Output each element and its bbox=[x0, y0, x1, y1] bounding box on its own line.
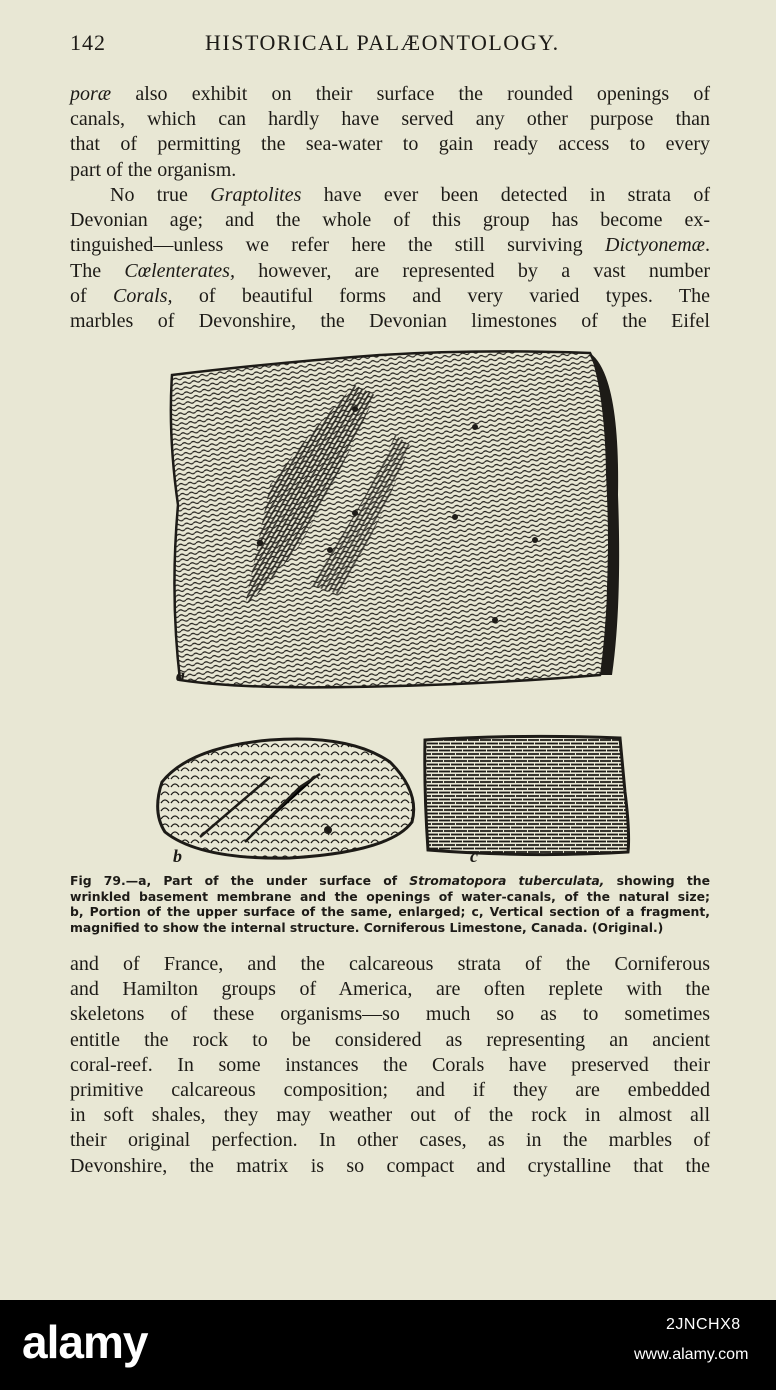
text-line: poræ also exhibit on their surface the rounded openings of bbox=[70, 83, 710, 105]
text-line: coral-reef. In some instances the Corals have preserved their bbox=[70, 1053, 710, 1076]
text-line: primitive calcareous composition; and if they are embedded bbox=[70, 1078, 710, 1101]
figure-a-illustration bbox=[150, 345, 630, 690]
caption-line: Fig 79.—a, Part of the under surface of Stromatopora tuberculata, showing the bbox=[70, 873, 710, 888]
text-line: and Hamilton groups of America, are often replete with the bbox=[70, 978, 710, 1001]
text-line: Devonian age; and the whole of this group has become ex- bbox=[70, 209, 710, 232]
image-id: 2JNCHX8 bbox=[666, 1316, 741, 1333]
text-line: their original perfection. In other cases, as in the marbles of bbox=[70, 1129, 710, 1152]
paragraph-1 bbox=[70, 82, 710, 183]
text-line: canals, which can hardly have served any other purpose than bbox=[70, 108, 710, 131]
figure-label-c: c bbox=[470, 846, 478, 866]
text-line: No true Graptolites have ever been detected in strata of bbox=[110, 184, 710, 206]
figure-c-illustration bbox=[420, 732, 635, 867]
text-line: part of the organism. bbox=[70, 158, 237, 181]
page-number: 142 bbox=[70, 30, 106, 55]
text-line: tinguished—unless we refer here the still surviving Dictyonemæ. bbox=[70, 234, 710, 257]
running-head: HISTORICAL PALÆONTOLOGY. bbox=[205, 30, 560, 55]
paragraph-3 bbox=[70, 952, 710, 1179]
site-url: www.alamy.com bbox=[634, 1346, 749, 1363]
text-line: Devonshire, the matrix is so compact and crystalline that the bbox=[70, 1154, 710, 1177]
caption-line: b, Portion of the upper surface of the same, enlarged; c, Vertical section of a fragment, bbox=[70, 904, 710, 919]
text-line: of Corals, of beautiful forms and very varied types. The bbox=[70, 284, 710, 307]
text-line: and of France, and the calcareous strata of the Corniferous bbox=[70, 953, 710, 975]
text-line: The Cœlenterates, however, are represented by a vast number bbox=[70, 259, 711, 282]
text-line: that of permitting the sea-water to gain ready access to every bbox=[70, 133, 710, 156]
figure-label-a: a bbox=[176, 665, 185, 685]
caption-line: wrinkled basement membrane and the openings of water-canals, of the natural size; bbox=[70, 888, 710, 904]
figure-caption bbox=[70, 873, 710, 935]
figure-label-b: b bbox=[173, 846, 182, 866]
page-header bbox=[70, 30, 710, 58]
caption-line: magnified to show the internal structure. Corniferous Limestone, Canada. (Original.) bbox=[70, 919, 664, 935]
text-line: marbles of Devonshire, the Devonian limestones of the Eifel bbox=[70, 309, 710, 332]
text-line: in soft shales, they may weather out of the rock in almost all bbox=[70, 1104, 710, 1127]
text-line: skeletons of these organisms—so much so as to sometimes bbox=[70, 1003, 710, 1026]
brand-logo: alamy bbox=[22, 1316, 148, 1368]
figure-b-illustration bbox=[150, 732, 425, 867]
paragraph-2 bbox=[70, 183, 710, 334]
text-line: entitle the rock to be considered as representing an ancient bbox=[70, 1028, 710, 1051]
